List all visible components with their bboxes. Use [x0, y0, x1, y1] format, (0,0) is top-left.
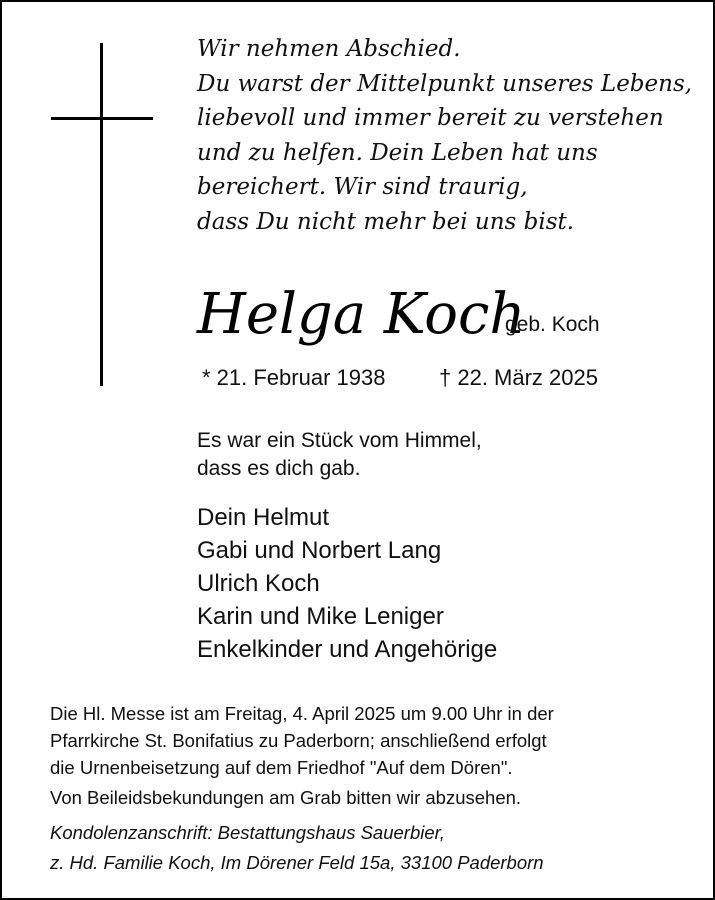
poem-line: dass Du nicht mehr bei uns bist. [197, 208, 575, 235]
quote-line: dass es dich gab. [197, 457, 361, 480]
poem-line: Wir nehmen Abschied. [197, 36, 461, 62]
poem-line: Du warst der Mittelpunkt unseres Lebens, [197, 70, 693, 97]
service-info-line: Die Hl. Messe ist am Freitag, 4. April 2025 um 9.00 Uhr in der [50, 703, 554, 724]
contact-line: Kondolenzanschrift: Bestattungshaus Sauerbier, [50, 822, 445, 843]
memorial-quote [197, 427, 482, 483]
service-info-line: die Urnenbeisetzung auf dem Friedhof "Auf dem Dören". [50, 757, 513, 778]
service-info-line: Pfarrkirche St. Bonifatius zu Paderborn; anschließend erfolgt [50, 730, 547, 751]
mourner: Enkelkinder und Angehörige [197, 636, 498, 663]
poem-line: und zu helfen. Dein Leben hat uns [197, 139, 598, 166]
mourner: Dein Helmut [197, 504, 330, 531]
birth-date: * 21. Februar 1938 [202, 365, 386, 390]
birth-name: geb. Koch [505, 313, 600, 336]
contact-line: z. Hd. Familie Koch, Im Dörener Feld 15a, 33100 Paderborn [50, 852, 544, 873]
cross-icon-vertical-bar [100, 43, 103, 386]
poem-line: bereichert. Wir sind traurig, [197, 174, 528, 200]
farewell-poem [197, 32, 697, 239]
death-date: † 22. März 2025 [439, 365, 598, 390]
mourner: Gabi und Norbert Lang [197, 537, 442, 564]
deceased-name: Helga Koch [197, 282, 526, 347]
quote-line: Es war ein Stück vom Himmel, [197, 429, 482, 452]
condolence-note: Von Beileidsbekundungen am Grab bitten wir abzusehen. [50, 787, 522, 808]
service-info [50, 700, 700, 811]
poem-line: liebevoll und immer bereit zu verstehen [197, 105, 664, 131]
condolence-address [50, 818, 700, 878]
mourners-list [197, 501, 497, 666]
mourner: Ulrich Koch [197, 570, 320, 597]
mourner: Karin und Mike Leniger [197, 603, 444, 630]
cross-icon-horizontal-bar [51, 117, 153, 120]
